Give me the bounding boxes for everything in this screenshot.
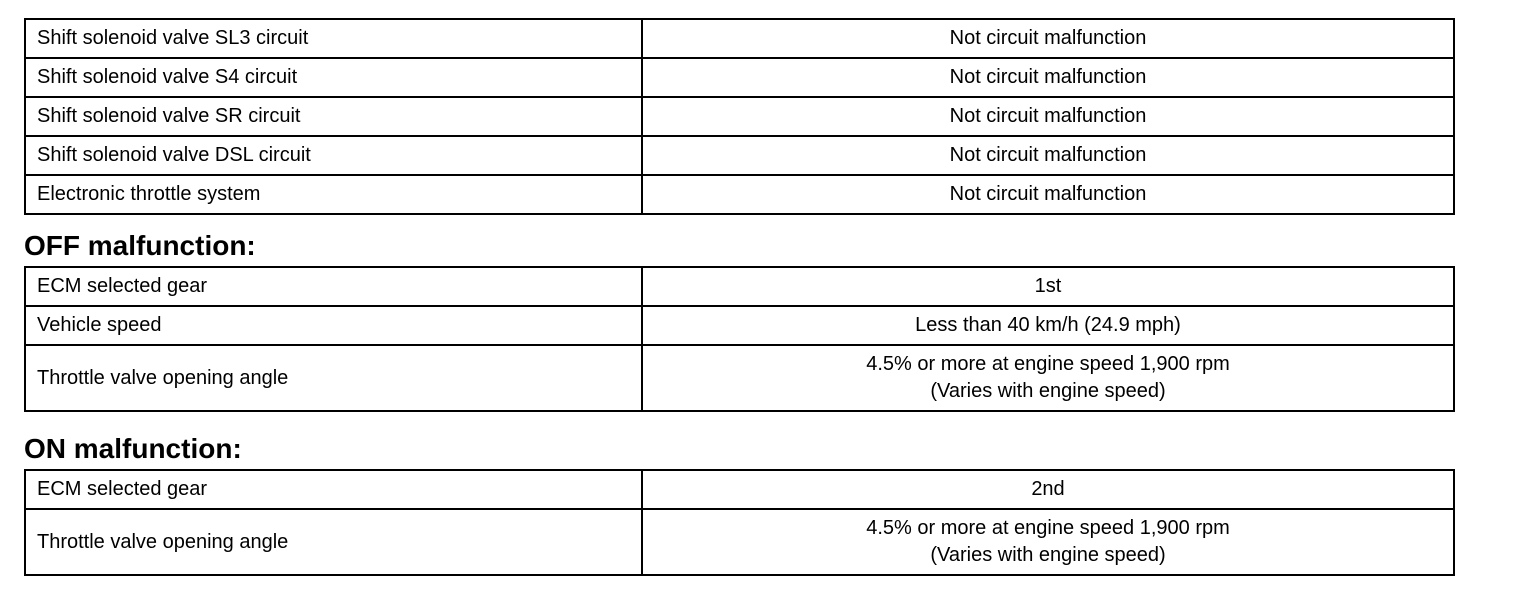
table-row bbox=[25, 19, 1454, 58]
condition-value-line: (Varies with engine speed) bbox=[930, 544, 1166, 566]
on-malfunction-table bbox=[24, 469, 1455, 576]
condition-value-line: (Varies with engine speed) bbox=[930, 380, 1166, 402]
circuit-conditions-table bbox=[24, 18, 1455, 215]
condition-item: Shift solenoid valve SR circuit bbox=[25, 97, 642, 136]
table-row bbox=[25, 470, 1454, 509]
off-malfunction-table bbox=[24, 266, 1455, 412]
condition-item: Shift solenoid valve DSL circuit bbox=[25, 136, 642, 175]
table-row bbox=[25, 306, 1454, 345]
on-malfunction-heading: ON malfunction: bbox=[24, 433, 242, 464]
condition-item: Shift solenoid valve SL3 circuit bbox=[25, 19, 642, 58]
condition-item: Throttle valve opening angle bbox=[25, 509, 642, 575]
table-row bbox=[25, 345, 1454, 411]
condition-value bbox=[642, 345, 1454, 411]
condition-item: ECM selected gear bbox=[25, 267, 642, 306]
condition-value: 2nd bbox=[642, 470, 1454, 509]
table-row bbox=[25, 509, 1454, 575]
condition-value: Not circuit malfunction bbox=[642, 136, 1454, 175]
condition-item: Shift solenoid valve S4 circuit bbox=[25, 58, 642, 97]
condition-item: Vehicle speed bbox=[25, 306, 642, 345]
condition-item: Electronic throttle system bbox=[25, 175, 642, 214]
condition-value-line: 4.5% or more at engine speed 1,900 rpm bbox=[866, 353, 1230, 375]
condition-value: Less than 40 km/h (24.9 mph) bbox=[642, 306, 1454, 345]
table-row bbox=[25, 175, 1454, 214]
table-row bbox=[25, 58, 1454, 97]
condition-value: Not circuit malfunction bbox=[642, 175, 1454, 214]
table-row bbox=[25, 97, 1454, 136]
condition-value bbox=[642, 509, 1454, 575]
condition-item: ECM selected gear bbox=[25, 470, 642, 509]
condition-value: Not circuit malfunction bbox=[642, 19, 1454, 58]
table-row bbox=[25, 136, 1454, 175]
table-row bbox=[25, 267, 1454, 306]
condition-value: Not circuit malfunction bbox=[642, 58, 1454, 97]
condition-value: Not circuit malfunction bbox=[642, 97, 1454, 136]
condition-item: Throttle valve opening angle bbox=[25, 345, 642, 411]
off-malfunction-heading: OFF malfunction: bbox=[24, 230, 256, 261]
condition-value: 1st bbox=[642, 267, 1454, 306]
condition-value-line: 4.5% or more at engine speed 1,900 rpm bbox=[866, 517, 1230, 539]
